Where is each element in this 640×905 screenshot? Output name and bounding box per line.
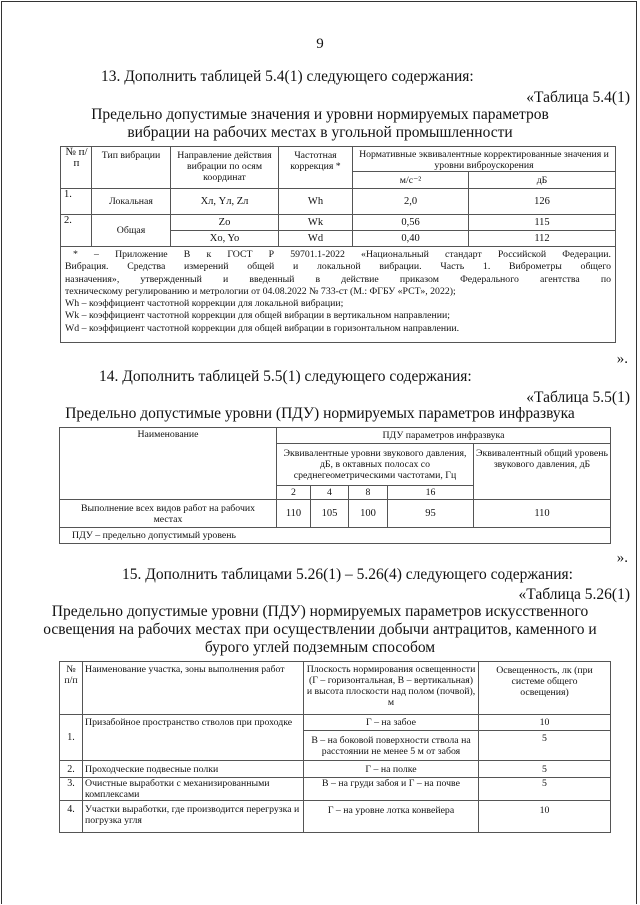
section-14-instruction: 14. Дополнить таблицей 5.5(1) следующего содержания: xyxy=(99,368,472,385)
row-total: 110 xyxy=(474,500,611,528)
table-5-26-1-title-line1: Предельно допустимые уровни (ПДУ) нормируемых параметров искусственного xyxy=(51,603,589,620)
footnote-line: Вибрация. Средства измерений общей и локальной вибрации. Часть 1. Виброметры общего xyxy=(65,261,611,273)
table-row xyxy=(60,761,611,778)
header-normative-values: Нормативные эквивалентные корректированные значения и уровни виброускорения xyxy=(353,147,616,172)
header-direction: Направление действия вибрации по осям координат xyxy=(171,147,279,189)
row-correction: Wk xyxy=(279,215,353,231)
row-value: 0,40 xyxy=(353,231,469,247)
table-note: ПДУ – предельно допустимый уровень xyxy=(60,528,611,544)
header-freq-16: 16 xyxy=(388,486,474,500)
table-5-5-1-title: Предельно допустимые уровни (ПДУ) нормируемых параметров инфразвука xyxy=(65,405,575,422)
table-5-4-1-title-line1: Предельно допустимые значения и уровни нормируемых параметров xyxy=(91,106,549,123)
row-db: 115 xyxy=(469,215,616,231)
table-row xyxy=(60,500,611,528)
header-freq-8: 8 xyxy=(349,486,388,500)
row-value: 0,56 xyxy=(353,215,469,231)
row-value: 2,0 xyxy=(353,189,469,215)
row-name: Выполнение всех видов работ на рабочих местах xyxy=(60,500,277,528)
header-area-name: Наименование участка, зоны выполнения работ xyxy=(83,662,304,715)
header-illuminance: Освещенность, лк (при системе общего освещения) xyxy=(479,662,611,715)
row-illuminance: 10 xyxy=(479,801,611,833)
section-15-instruction: 15. Дополнить таблицами 5.26(1) – 5.26(4) следующего содержания: xyxy=(122,566,573,583)
section-13-instruction: 13. Дополнить таблицей 5.4(1) следующего содержания: xyxy=(101,68,474,85)
footnote-line: Wk – коэффициент частотной коррекции для общей вибрации в вертикальном направлении; xyxy=(65,310,450,322)
row-num: 2. xyxy=(60,761,83,778)
row-value-16: 95 xyxy=(388,500,474,528)
row-value-4: 105 xyxy=(311,500,349,528)
row-correction: Wd xyxy=(279,231,353,247)
row-db: 126 xyxy=(469,189,616,215)
header-total-level: Эквивалентный общий уровень звукового давления, дБ xyxy=(474,444,611,500)
row-direction: Xo, Yo xyxy=(171,231,279,247)
header-plane: Плоскость нормирования освещенности (Г – горизонтальная, В – вертикальная) и высота плоскости над полом (почвой), м xyxy=(304,662,479,715)
table-5-4-1-label: «Таблица 5.4(1) xyxy=(526,89,630,106)
table-5-5-1-label: «Таблица 5.5(1) xyxy=(526,389,630,406)
row-num: 2. xyxy=(61,215,92,247)
row-value-8: 100 xyxy=(349,500,388,528)
row-illuminance: 5 xyxy=(479,778,611,801)
row-illuminance: 5 xyxy=(479,731,611,761)
table-row xyxy=(61,215,616,231)
row-correction: Wh xyxy=(279,189,353,215)
page-number: 9 xyxy=(316,36,324,52)
header-name: Наименование xyxy=(60,428,277,500)
section-14-close-quote: ». xyxy=(616,550,628,566)
row-num: 1. xyxy=(61,189,92,215)
row-direction: Zo xyxy=(171,215,279,231)
header-freq-4: 4 xyxy=(311,486,349,500)
table-row xyxy=(60,715,611,731)
row-num: 1. xyxy=(60,715,83,761)
infrasound-table xyxy=(59,427,611,544)
table-5-4-1-title-line2: вибрации на рабочих местах в угольной промышленности xyxy=(127,124,513,141)
row-area-name: Призабойное пространство стволов при проходке xyxy=(83,715,304,761)
row-illuminance: 10 xyxy=(479,715,611,731)
table-row xyxy=(60,778,611,801)
row-plane: В – на груди забоя и Г – на почве xyxy=(304,778,479,801)
row-plane: Г – на полке xyxy=(304,761,479,778)
footnote-line: Wd – коэффициент частотной коррекции для общей вибрации в горизонтальном направлении. xyxy=(65,322,460,334)
table-footnote xyxy=(61,247,616,343)
table-row xyxy=(61,189,616,215)
table-5-26-1-title-line2: освещения на рабочих местах при осуществлении добычи антрацитов, каменного и xyxy=(43,621,597,638)
header-frequency-correction: Частотная коррекция * xyxy=(279,147,353,189)
row-plane: Г – на забое xyxy=(304,715,479,731)
row-area-name: Проходческие подвесные полки xyxy=(83,761,304,778)
header-vibration-type: Тип вибрации xyxy=(92,147,171,189)
table-row xyxy=(60,801,611,833)
header-num: № п/п xyxy=(61,147,92,189)
table-5-26-1-title-line3: бурого углей подземным способом xyxy=(204,639,436,656)
header-octave-levels: Эквивалентные уровни звукового давления, дБ, в октавных полосах со среднегеометрическими частотами, Гц xyxy=(277,444,474,486)
vibration-table xyxy=(60,146,616,343)
row-illuminance: 5 xyxy=(479,761,611,778)
row-type: Локальная xyxy=(92,189,171,215)
header-unit-ms: м/с⁻² xyxy=(353,172,469,189)
header-unit-db: дБ xyxy=(469,172,616,189)
row-area-name: Очистные выработки с механизированными комплексами xyxy=(83,778,304,801)
row-type: Общая xyxy=(92,215,171,247)
header-num: № п/п xyxy=(60,662,83,715)
section-13-close-quote: ». xyxy=(616,351,628,367)
row-num: 4. xyxy=(60,801,83,833)
footnote-line: * – Приложение В к ГОСТ Р 59701.1-2022 «Национальный стандарт Российской Федерации. xyxy=(73,249,611,260)
row-db: 112 xyxy=(469,231,616,247)
header-pdu: ПДУ параметров инфразвука xyxy=(277,428,611,444)
row-value-2: 110 xyxy=(277,500,311,528)
header-freq-2: 2 xyxy=(277,486,311,500)
footnote-line: назначения», утвержденный и введенный в действие приказом Федерального агентства по xyxy=(65,273,611,285)
row-plane: Г – на уровне лотка конвейера xyxy=(304,801,479,833)
table-5-26-1-label: «Таблица 5.26(1) xyxy=(518,586,630,603)
row-direction: Хл, Yл, Zл xyxy=(171,189,279,215)
lighting-table xyxy=(59,661,611,833)
row-plane: В – на боковой поверхности ствола на расстоянии не менее 5 м от забоя xyxy=(304,731,479,761)
row-num: 3. xyxy=(60,778,83,801)
footnote-line: техническому регулированию и метрологии от 04.08.2022 № 733-ст (М.: ФГБУ «РСТ», 2022); xyxy=(65,285,456,297)
footnote-line: Wh – коэффициент частотной коррекции для локальной вибрации; xyxy=(65,298,344,310)
row-area-name: Участки выработки, где производится перегрузка и погрузка угля xyxy=(83,801,304,833)
